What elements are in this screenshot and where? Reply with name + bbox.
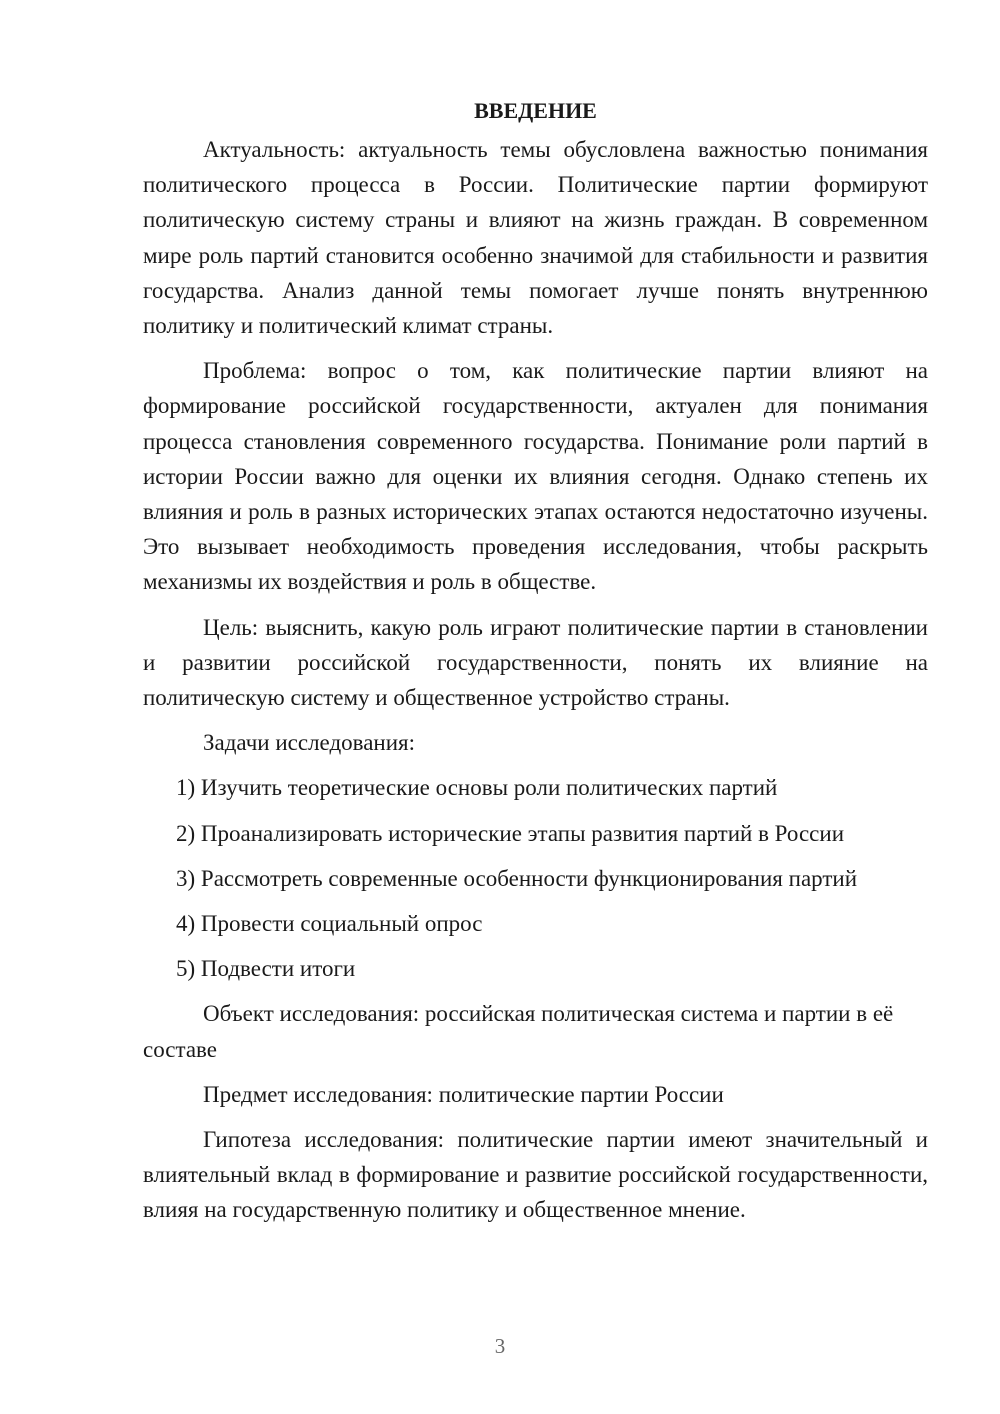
page-title: ВВЕДЕНИЕ: [474, 98, 597, 123]
goal-paragraph: Цель: выяснить, какую роль играют политические партии в становлении и развитии российской государственности, понять их влияние на политическую систему и общественное устройство страны.: [143, 614, 928, 711]
hypothesis-paragraph: Гипотеза исследования: политические партии имеют значительный и влиятельный вклад в формирование и развитие российской государственности, влияя на государственную политику и общественное мнение.: [143, 1127, 928, 1223]
page-number: 3: [494, 1334, 506, 1358]
subject-paragraph: Предмет исследования: политические партии России: [203, 1081, 724, 1107]
object-paragraph: Объект исследования: российская политическая система и партии в её составе: [143, 1001, 894, 1062]
task-item-5: 5) Подвести итоги: [176, 956, 356, 982]
tasks-list: [143, 770, 928, 986]
tasks-heading: Задачи исследования:: [203, 730, 416, 756]
task-item-4: 4) Провести социальный опрос: [176, 911, 483, 937]
problem-paragraph: Проблема: вопрос о том, как политические партии влияют на формирование российской государственности, актуален для понимания процесса становления современного государства. Понимание роли партий в истории России важно для оценки их влияния сегодня. Однако степень их влияния и роль в разных исторических этапах остаются недостаточно изучены. Это вызывает необходимость проведения исследования, чтобы раскрыть механизмы их воздействия и роль в обществе.: [143, 358, 928, 595]
task-item-3: 3) Рассмотреть современные особенности функционирования партий: [176, 865, 858, 891]
page-content: [143, 94, 928, 1238]
relevance-paragraph: Актуальность: актуальность темы обусловлена важностью понимания политического процесса в России. Политические партии формируют политическую систему страны и влияют на жизнь граждан. В современном мире роль партий становится особенно значимой для стабильности и развития государства. Анализ данной темы помогает лучше понять внутреннюю политику и политический климат страны.: [143, 137, 928, 339]
task-item-1: 1) Изучить теоретические основы роли политических партий: [176, 775, 778, 801]
task-item-2: 2) Проанализировать исторические этапы развития партий в России: [176, 820, 844, 846]
